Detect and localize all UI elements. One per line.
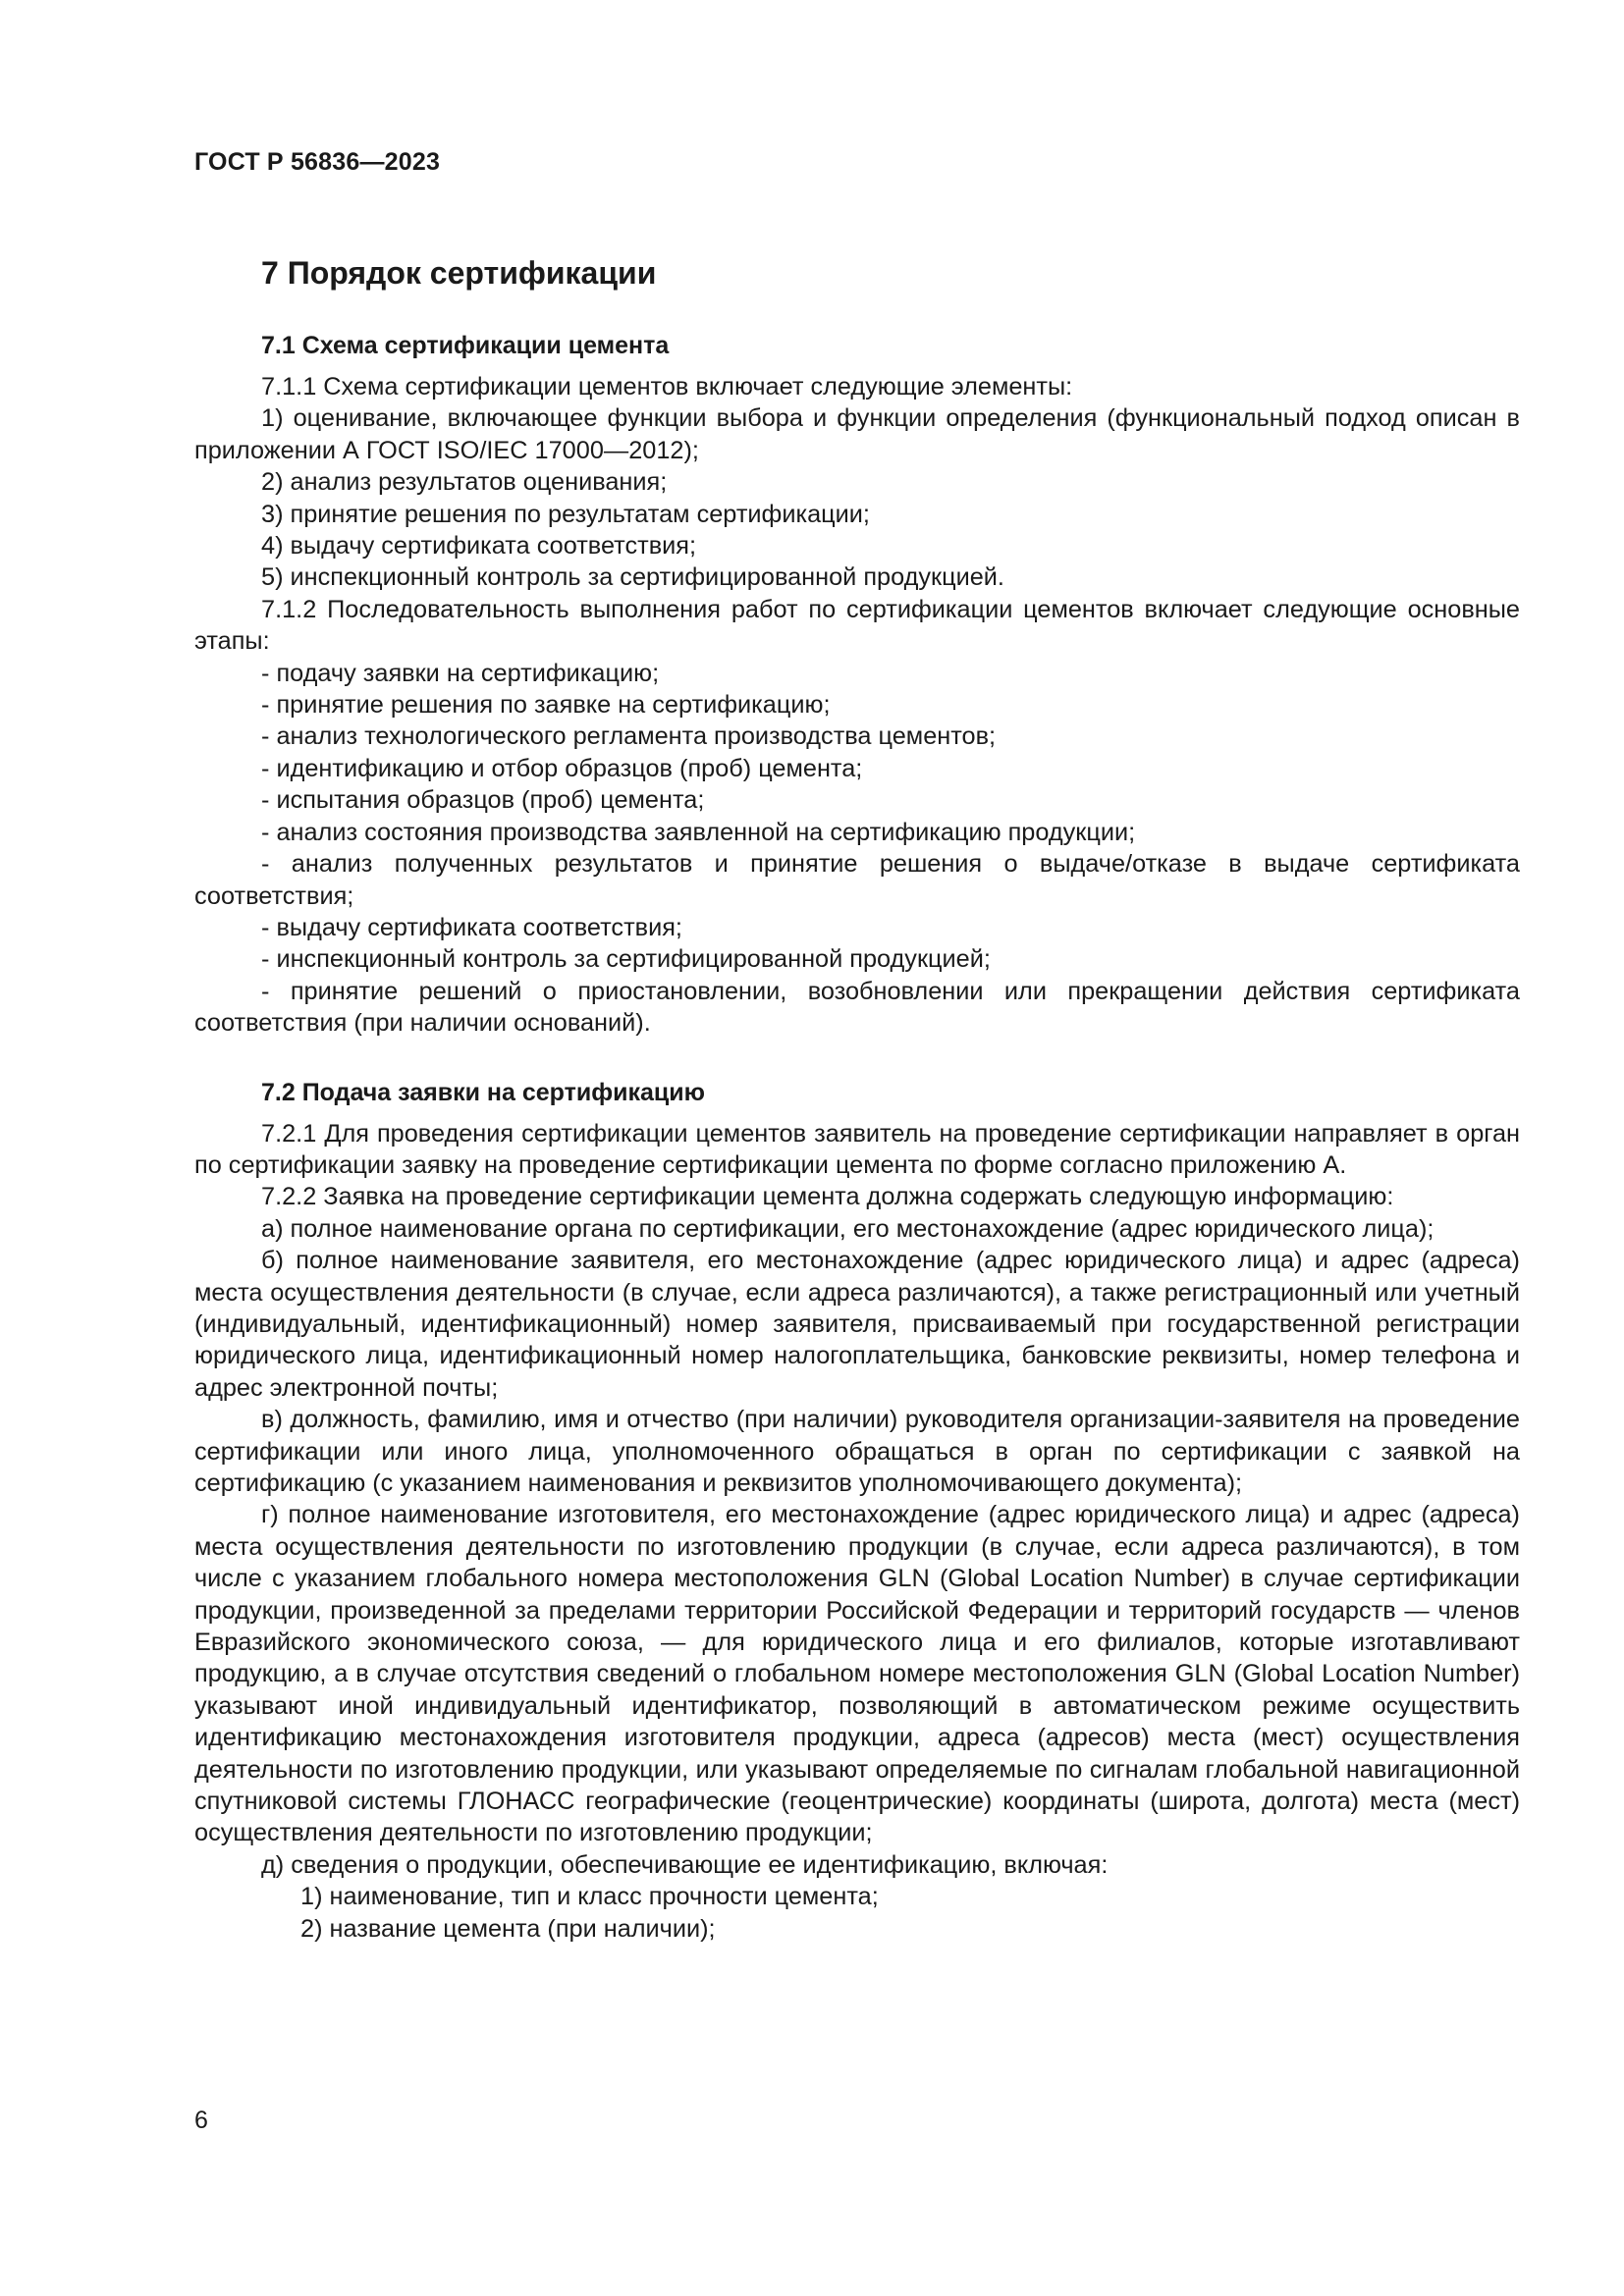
- list-item: - анализ полученных результатов и принятие решения о выдаче/отказе в выдаче сертификата соответствия;: [194, 850, 1520, 910]
- list-item: 4) выдачу сертификата соответствия;: [261, 532, 697, 561]
- list-item: г) полное наименование изготовителя, его местонахождение (адрес юридического лица) и адрес (адреса) места осуществления деятельности по изготовлению продукции (в случае, если адреса различаются), в том числе с указанием глобального номера местоположения GLN (Global Location Number) в случае сертификации продукции, произведенной за пределами территории Российской Федерации и территорий государств — членов Евразийского экономического союза, — для юридического лица и его филиалов, которые изготавливают продукцию, а в случае отсутствия сведений о глобальном номере местоположения GLN (Global Location Number) указывают иной индивидуальный идентификатор, позволяющий в автоматическом режиме осуществить идентификацию местонахождения изготовителя продукции, адреса (адресов) места (мест) осуществления деятельности по изготовлению продукции, или указывают определяемые по сигналам глобальной навигационной спутниковой системы ГЛОНАСС географические (геоцентрические) координаты (широта, долгота) места (мест) осуществления деятельности по изготовлению продукции;: [194, 1501, 1520, 1847]
- page-number: 6: [194, 2107, 208, 2134]
- list-item: 2) название цемента (при наличии);: [300, 1914, 716, 1943]
- list-item: 1) оценивание, включающее функции выбора и функции определения (функциональный подход описан в приложении А ГОСТ ISO/IEC 17000—2012);: [194, 404, 1520, 464]
- subsection-7-2-body: [194, 1118, 1520, 1946]
- list-item: - анализ технологического регламента производства цементов;: [261, 722, 997, 751]
- list-item: 5) инспекционный контроль за сертифицированной продукцией.: [261, 563, 1004, 592]
- list-item: д) сведения о продукции, обеспечивающие ее идентификацию, включая:: [261, 1850, 1109, 1879]
- section-title: 7 Порядок сертификации: [261, 255, 657, 291]
- list-item: - идентификацию и отбор образцов (проб) цемента;: [261, 754, 863, 782]
- list-item: - анализ состояния производства заявленной на сертификацию продукции;: [261, 818, 1136, 846]
- list-item: в) должность, фамилию, имя и отчество (при наличии) руководителя организации-заявителя на проведение сертификации или иного лица, уполномоченного обращаться в орган по сертификации с заявкой на сертификацию (с указанием наименования и реквизитов уполномочивающего документа);: [194, 1406, 1520, 1497]
- list-item: 2) анализ результатов оценивания;: [261, 468, 668, 497]
- paragraph-7-2-1: 7.2.1 Для проведения сертификации цементов заявитель на проведение сертификации направляет в орган по сертификации заявку на проведение сертификации цемента по форме согласно приложению А.: [194, 1119, 1520, 1179]
- list-item: 1) наименование, тип и класс прочности цемента;: [300, 1883, 879, 1911]
- list-item: - выдачу сертификата соответствия;: [261, 913, 682, 941]
- document-page: [194, 147, 1520, 1945]
- subsection-7-1-body: [194, 371, 1520, 1040]
- paragraph-7-1-1: 7.1.1 Схема сертификации цементов включает следующие элементы:: [261, 373, 1073, 400]
- subsection-title-7-1: 7.1 Схема сертификации цемента: [261, 332, 670, 359]
- list-item: 3) принятие решения по результатам сертификации;: [261, 500, 870, 528]
- list-item: - инспекционный контроль за сертифицированной продукцией;: [261, 945, 991, 974]
- list-item: б) полное наименование заявителя, его местонахождение (адрес юридического лица) и адрес (адреса) места осуществления деятельности (в случае, если адреса различаются), а также регистрационный или учетный (индивидуальный, идентификационный) номер заявителя, присваиваемый при государственной регистрации юридического лица, идентификационный номер налогоплательщика, банковские реквизиты, номер телефона и адрес электронной почты;: [194, 1247, 1520, 1402]
- list-item: - принятие решения по заявке на сертификацию;: [261, 691, 831, 720]
- list-item: - испытания образцов (проб) цемента;: [261, 786, 705, 815]
- list-item: а) полное наименование органа по сертификации, его местонахождение (адрес юридического лица);: [261, 1214, 1435, 1243]
- paragraph-7-1-2: 7.1.2 Последовательность выполнения работ по сертификации цементов включает следующие основные этапы:: [194, 595, 1520, 656]
- paragraph-7-2-2: 7.2.2 Заявка на проведение сертификации цемента должна содержать следующую информацию:: [261, 1183, 1394, 1211]
- standard-code-header: ГОСТ Р 56836—2023: [194, 148, 441, 176]
- list-item: - подачу заявки на сертификацию;: [261, 659, 660, 687]
- subsection-title-7-2: 7.2 Подача заявки на сертификацию: [261, 1078, 705, 1106]
- list-item: - принятие решений о приостановлении, возобновлении или прекращении действия сертификата соответствия (при наличии оснований).: [194, 977, 1520, 1038]
